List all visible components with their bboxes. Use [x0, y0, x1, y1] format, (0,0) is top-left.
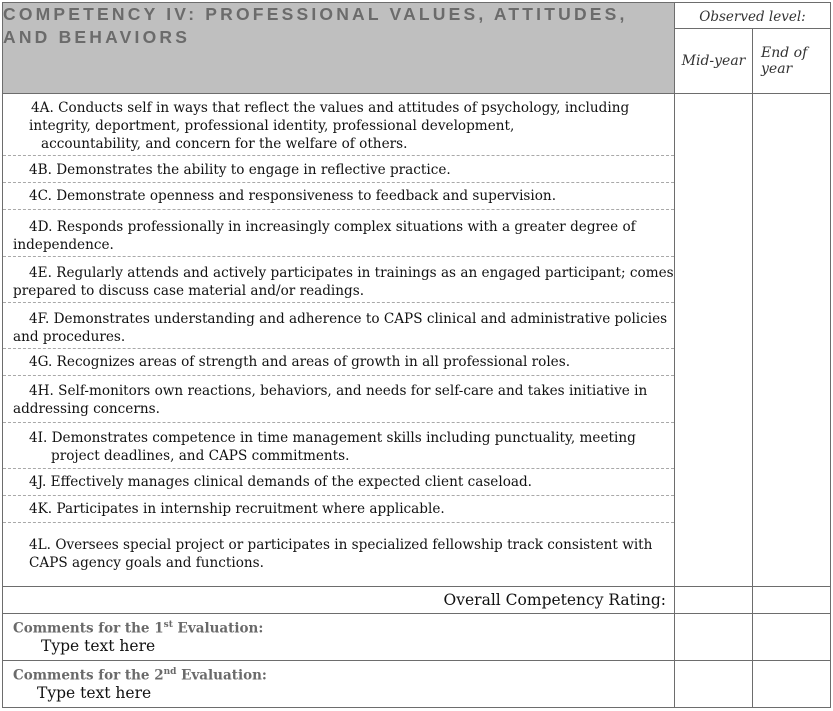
overall-mid-year-input[interactable] [675, 587, 753, 614]
competency-item-text: and procedures. [13, 329, 126, 345]
overall-rating-cell [3, 587, 675, 614]
comments-2-text-field[interactable]: Type text here [37, 683, 152, 702]
comments-1-mid-year [675, 614, 753, 661]
competency-item-1 [3, 94, 674, 156]
competency-item-text: 4L. Oversees special project or participates in specialized fellowship track consistent with [29, 537, 653, 553]
end-year-header [753, 29, 831, 94]
comments-2-label: Comments for the 2nd Evaluation: [13, 667, 267, 684]
competency-item-text: 4A. Conducts self in ways that reflect the values and attitudes of psychology, including [31, 100, 630, 116]
competency-item-text: project deadlines, and CAPS commitments. [51, 448, 350, 464]
competency-item-6 [3, 303, 674, 349]
competency-item-text: integrity, deportment, professional identity, professional development, [29, 118, 515, 134]
competency-item-text: 4B. Demonstrates the ability to engage in reflective practice. [29, 162, 451, 178]
comments-2-cell [3, 661, 675, 708]
competency-item-3 [3, 183, 674, 210]
competency-table [2, 2, 831, 708]
comments-1-text-field[interactable]: Type text here [41, 636, 156, 655]
competency-item-text: prepared to discuss case material and/or readings. [13, 283, 365, 299]
competency-item-text: 4G. Recognizes areas of strength and areas of growth in all professional roles. [29, 354, 571, 370]
competency-item-text: 4C. Demonstrate openness and responsiveness to feedback and supervision. [29, 188, 557, 204]
competency-item-11 [3, 496, 674, 523]
competency-item-8 [3, 376, 674, 423]
mid-year-header [675, 29, 753, 94]
competency-item-10 [3, 469, 674, 496]
observed-level-label: Observed level: [699, 9, 806, 25]
mid-year-rating-cell[interactable] [675, 94, 753, 587]
competency-item-text: 4H. Self-monitors own reactions, behaviors, and needs for self-care and takes initiative in [29, 383, 648, 399]
competency-item-9 [3, 423, 674, 469]
comments-1-cell [3, 614, 675, 661]
competency-title-line1: COMPETENCY IV: PROFESSIONAL VALUES, ATTITUDES, [3, 4, 628, 24]
competency-item-text: accountability, and concern for the welfare of others. [41, 136, 408, 152]
comments-2-mid-year [675, 661, 753, 708]
competency-item-text: independence. [13, 237, 114, 253]
end-year-label: End of year [761, 45, 808, 77]
competency-item-text: 4E. Regularly attends and actively participates in trainings as an engaged participant; comes [29, 265, 674, 281]
end-year-rating-cell[interactable] [753, 94, 831, 587]
competency-item-12 [3, 523, 674, 586]
competency-item-text: 4F. Demonstrates understanding and adherence to CAPS clinical and administrative policies [29, 311, 668, 327]
competency-item-text: 4K. Participates in internship recruitment where applicable. [29, 501, 445, 517]
competency-item-4 [3, 210, 674, 257]
comments-2-end-year [753, 661, 831, 708]
competency-item-text: 4J. Effectively manages clinical demands of the expected client caseload. [29, 474, 533, 490]
competency-item-text: 4D. Responds professionally in increasingly complex situations with a greater degree of [29, 219, 636, 235]
competency-header [3, 3, 675, 94]
competency-item-text: CAPS agency goals and functions. [29, 555, 264, 571]
competency-title-line2: AND BEHAVIORS [3, 27, 191, 47]
overall-rating-label: Overall Competency Rating: [443, 591, 666, 609]
competency-item-2 [3, 156, 674, 183]
comments-1-end-year [753, 614, 831, 661]
overall-end-year-input[interactable] [753, 587, 831, 614]
competency-item-7 [3, 349, 674, 376]
observed-level-header [675, 3, 831, 29]
mid-year-label: Mid-year [681, 53, 746, 69]
items-cell [3, 94, 675, 587]
competency-item-text: 4I. Demonstrates competence in time management skills including punctuality, meeting [29, 430, 636, 446]
competency-item-5 [3, 257, 674, 303]
items-list [3, 94, 674, 586]
competency-item-text: addressing concerns. [13, 401, 160, 417]
comments-1-label: Comments for the 1st Evaluation: [13, 620, 264, 637]
